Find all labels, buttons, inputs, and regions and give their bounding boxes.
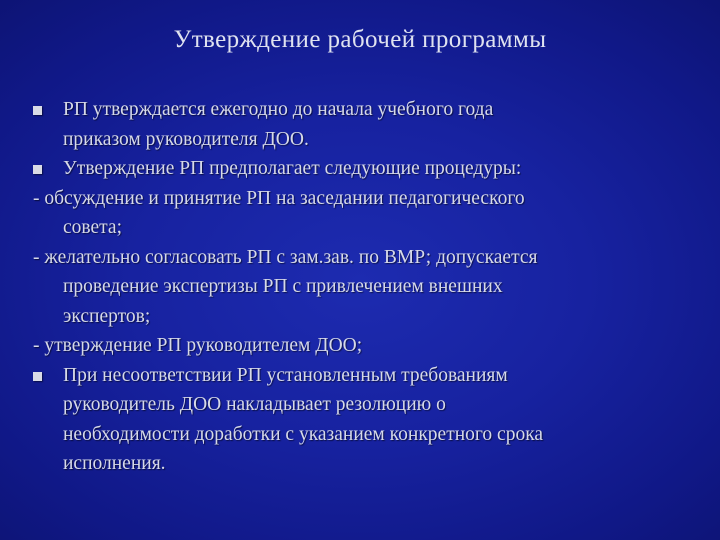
- list-item-approval-by-head: [33, 331, 703, 361]
- list-item-line: приказом руководителя ДОО.: [63, 128, 309, 150]
- list-item-nonconformity: [33, 361, 703, 479]
- square-bullet-icon: [33, 106, 42, 115]
- square-bullet-icon: [33, 165, 42, 174]
- list-item-coordination: [33, 243, 703, 332]
- list-item-line: - утверждение РП руководителем ДОО;: [33, 335, 363, 356]
- list-item-line: необходимости доработки с указанием конкретного срока: [63, 423, 544, 445]
- list-item-approval-yearly: [33, 95, 703, 154]
- slide-title: Утверждение рабочей программы: [173, 26, 547, 53]
- list-item-line: При несоответствии РП установленным требованиям: [63, 364, 508, 386]
- list-item-procedures: [33, 154, 703, 184]
- list-item-line: Утверждение РП предполагает следующие процедуры:: [63, 158, 522, 179]
- list-item-line: РП утверждается ежегодно до начала учебного года: [63, 99, 494, 120]
- list-item-line: - обсуждение и принятие РП на заседании педагогического: [33, 187, 525, 209]
- list-item-line: совета;: [63, 217, 122, 238]
- list-item-line: исполнения.: [63, 453, 166, 474]
- list-item-line: руководитель ДОО накладывает резолюцию о: [63, 394, 446, 415]
- list-item-line: - желательно согласовать РП с зам.зав. по ВМР; допускается: [33, 246, 538, 268]
- list-item-line: проведение экспертизы РП с привлечением внешних: [63, 276, 503, 297]
- slide-content: [33, 95, 703, 479]
- square-bullet-icon: [33, 372, 42, 381]
- list-item-line: экспертов;: [63, 305, 151, 327]
- list-item-discussion: [33, 184, 703, 243]
